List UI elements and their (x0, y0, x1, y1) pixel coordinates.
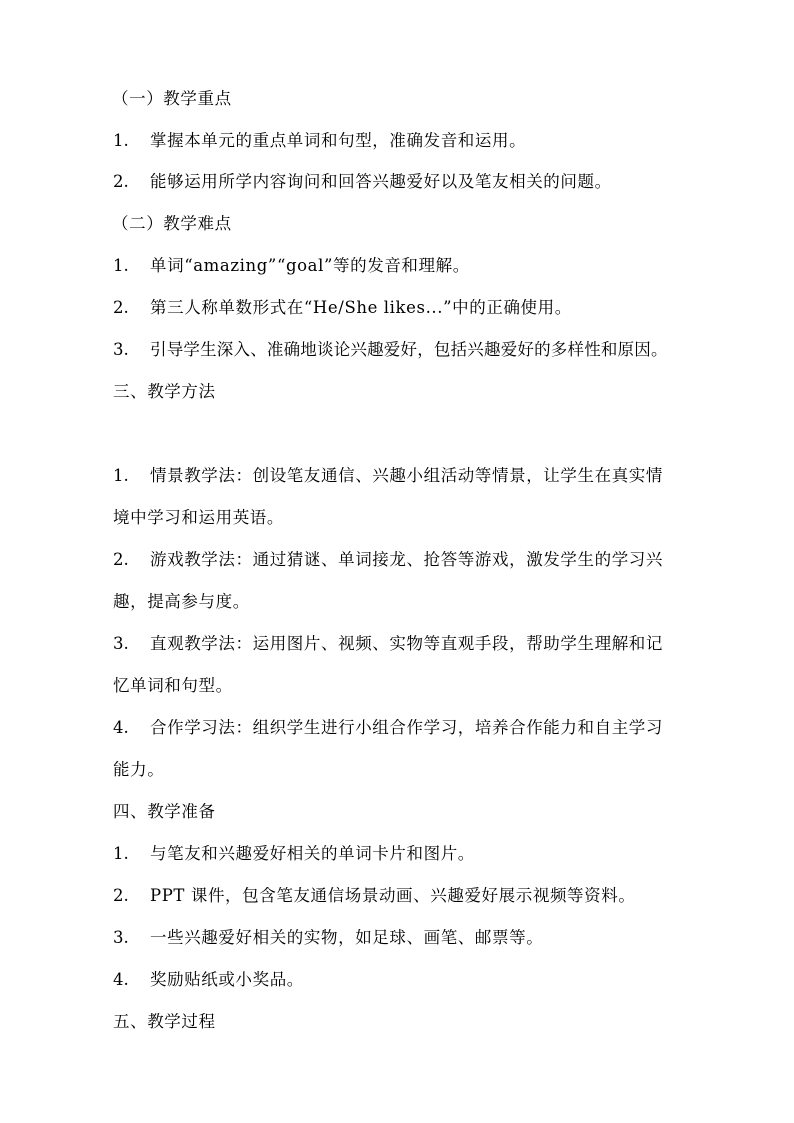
list-text: PPT 课件，包含笔友通信场景动画、兴趣爱好展示视频等资料。 (150, 886, 636, 905)
list-number: 2. (113, 298, 129, 317)
list-text-line: 直观教学法：运用图片、视频、实物等直观手段，帮助学生理解和记 (150, 634, 663, 653)
list-number: 2. (113, 886, 129, 905)
list-number: 2. (113, 550, 129, 569)
list-text-continuation: 境中学习和运用英语。 (113, 508, 284, 527)
section-heading-methods: 三、教学方法 (113, 382, 216, 401)
list-text: 单词“amazing”“goal”等的发音和理解。 (150, 256, 470, 275)
list-number: 1. (113, 131, 129, 150)
section-heading-focus: （一）教学重点 (112, 89, 232, 108)
list-text: 与笔友和兴趣爱好相关的单词卡片和图片。 (150, 844, 475, 863)
section-heading-difficulty: （二）教学难点 (112, 214, 232, 233)
list-text-line: 游戏教学法：通过猜谜、单词接龙、抢答等游戏，激发学生的学习兴 (150, 550, 663, 569)
list-text-line: 合作学习法：组织学生进行小组合作学习，培养合作能力和自主学习 (150, 718, 663, 737)
list-number: 3. (113, 340, 129, 359)
list-number: 3. (113, 928, 129, 947)
section-heading-preparation: 四、教学准备 (113, 802, 216, 821)
list-text-line: 情景教学法：创设笔友通信、兴趣小组活动等情景，让学生在真实情 (150, 466, 663, 485)
list-text: 掌握本单元的重点单词和句型，准确发音和运用。 (150, 131, 527, 150)
list-text: 一些兴趣爱好相关的实物，如足球、画笔、邮票等。 (150, 928, 544, 947)
list-number: 1. (113, 256, 129, 275)
section-heading-process: 五、教学过程 (113, 1012, 216, 1031)
list-number: 3. (113, 634, 129, 653)
list-text-continuation: 趣，提高参与度。 (113, 592, 250, 611)
list-number: 4. (113, 970, 129, 989)
list-text: 第三人称单数形式在“He/She likes...”中的正确使用。 (150, 298, 572, 317)
list-text: 能够运用所学内容询问和回答兴趣爱好以及笔友相关的问题。 (150, 172, 612, 191)
list-text: 引导学生深入、准确地谈论兴趣爱好，包括兴趣爱好的多样性和原因。 (150, 340, 668, 359)
list-text: 奖励贴纸或小奖品。 (150, 970, 304, 989)
list-number: 1. (113, 844, 129, 863)
list-number: 2. (113, 172, 129, 191)
list-number: 1. (113, 466, 129, 485)
list-text-continuation: 忆单词和句型。 (113, 676, 233, 695)
list-text-continuation: 能力。 (113, 760, 165, 779)
list-number: 4. (113, 718, 129, 737)
